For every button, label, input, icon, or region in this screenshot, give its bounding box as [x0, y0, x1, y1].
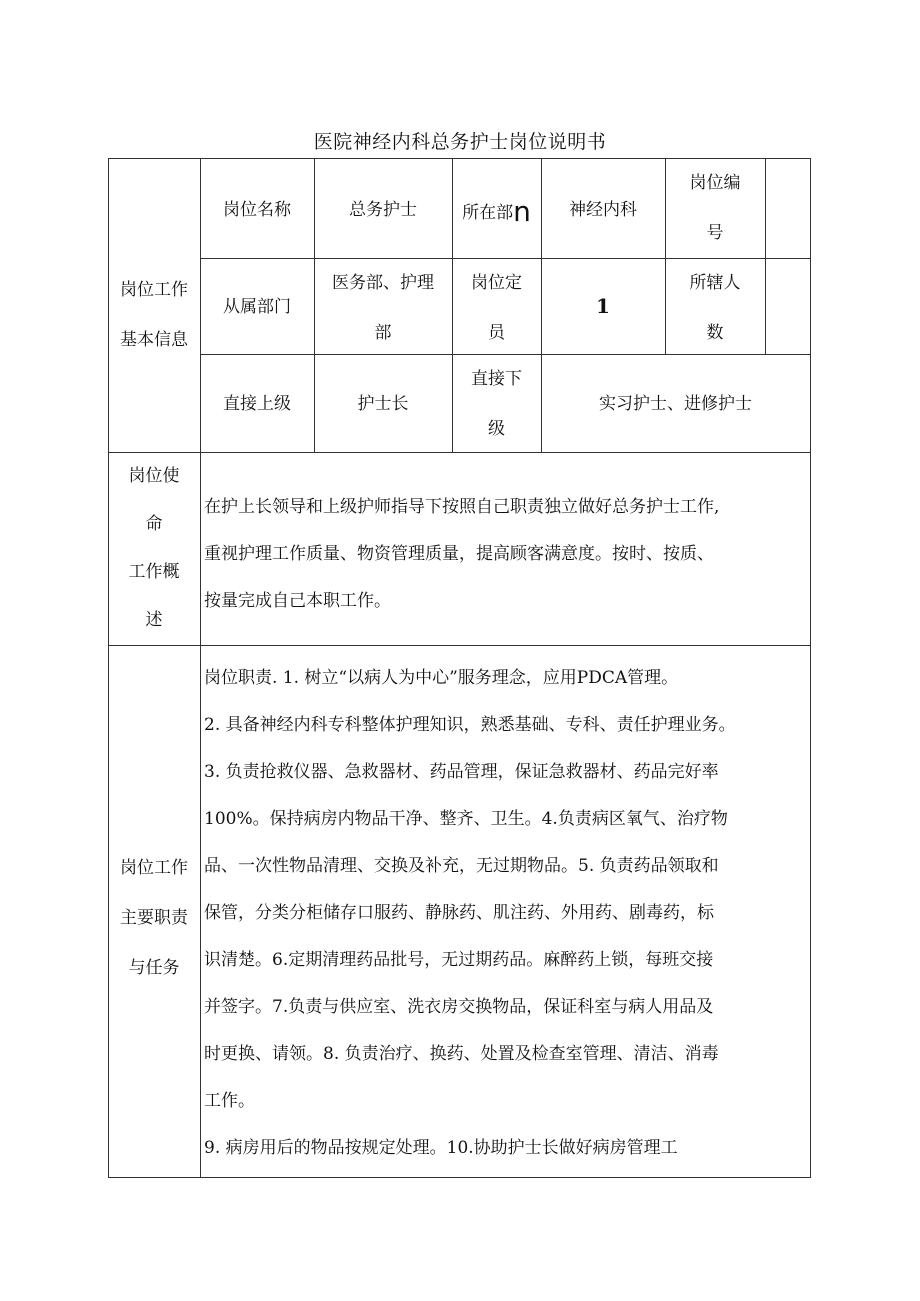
superior-value: 护士长 — [357, 394, 409, 414]
section-label-mission — [108, 452, 200, 644]
label-line: 数 — [706, 323, 724, 343]
job-name-value: 总务护士 — [349, 200, 417, 220]
value-line: 部 — [374, 323, 392, 343]
section-label-duties — [108, 843, 200, 993]
label-line: 工作概 — [128, 562, 180, 582]
label-line: 岗位编 — [689, 173, 741, 193]
label-line: 员 — [488, 323, 505, 343]
dept-label-text: 所在部 — [462, 203, 514, 223]
text-line: 3. 负责抢救仪器、急救器材、药品管理，保证急救器材、药品完好率 — [204, 762, 719, 782]
parent-dept-value — [314, 258, 452, 358]
staffing-label — [452, 258, 541, 358]
subordinates-label — [665, 258, 765, 358]
label-line: 岗位使 — [128, 466, 180, 486]
mission-text — [204, 484, 810, 625]
staffing-value: 1 — [596, 294, 610, 318]
superior-label: 直接上级 — [223, 394, 291, 414]
label-line: 岗位工作 — [120, 858, 188, 878]
value-line: 医务部、护理 — [332, 273, 434, 293]
table-rule — [765, 158, 766, 355]
table-rule — [108, 645, 811, 646]
text-line: 工作。 — [204, 1091, 255, 1111]
table-border-bottom — [108, 1177, 811, 1178]
label-line: 岗位定 — [471, 273, 522, 293]
label-line: 述 — [145, 610, 163, 630]
text-line: 品、一次性物品清理、交换及补充，无过期物品。5. 负责药品领取和 — [204, 856, 719, 876]
label-line: 基本信息 — [120, 330, 188, 350]
text-line: 9. 病房用后的物品按规定处理。10.协助护士长做好病房管理工 — [204, 1138, 678, 1158]
text-line: 100%。保持病房内物品干净、整齐、卫生。4.负责病区氧气、治疗物 — [204, 809, 728, 829]
document-title: 医院神经内科总务护士岗位说明书 — [313, 131, 607, 153]
label-line: 号 — [706, 223, 724, 243]
text-line: 重视护理工作质量、物资管理质量，提高顾客满意度。按时、按质、 — [204, 544, 714, 564]
label-line: 命 — [145, 514, 163, 534]
label-line: 直接下 — [471, 369, 522, 389]
label-line: 所辖人 — [689, 273, 741, 293]
dept-label-tail: n — [513, 195, 531, 228]
table-border-right — [810, 158, 811, 1178]
subordinate-value: 实习护士、进修护士 — [599, 394, 752, 414]
job-name-label: 岗位名称 — [223, 200, 291, 220]
job-no-label — [665, 158, 765, 258]
text-line: 并签字。7.负责与供应室、洗衣房交换物品，保证科室与病人用品及 — [204, 997, 714, 1017]
dept-label — [452, 195, 541, 228]
label-line: 岗位工作 — [120, 280, 188, 300]
label-line: 级 — [488, 419, 505, 439]
text-line: 2. 具备神经内科专科整体护理知识，熟悉基础、专科、责任护理业务。 — [204, 715, 736, 735]
section-label-basic-info — [108, 265, 200, 365]
text-line: 识清楚。6.定期清理药品批号，无过期药品。麻醉药上锁，每班交接 — [204, 950, 714, 970]
label-line: 与任务 — [128, 958, 180, 978]
duties-text — [204, 655, 810, 1172]
label-line: 主要职责 — [120, 908, 188, 928]
text-line: 按量完成自己本职工作。 — [204, 591, 391, 611]
text-line: 时更换、请领。8. 负责治疗、换药、处置及检查室管理、清洁、消毒 — [204, 1044, 719, 1064]
text-line: 在护上长领导和上级护师指导下按照自己职责独立做好总务护士工作, — [204, 497, 720, 517]
subordinate-label — [452, 354, 541, 454]
parent-dept-label: 从属部门 — [223, 297, 291, 317]
dept-value: 神经内科 — [569, 200, 637, 220]
text-line: 保管，分类分柜储存口服药、静脉药、肌注药、外用药、剧毒药，标 — [204, 903, 714, 923]
text-line: 岗位职责. 1. 树立“以病人为中心”服务理念，应用PDCA管理。 — [204, 668, 679, 688]
